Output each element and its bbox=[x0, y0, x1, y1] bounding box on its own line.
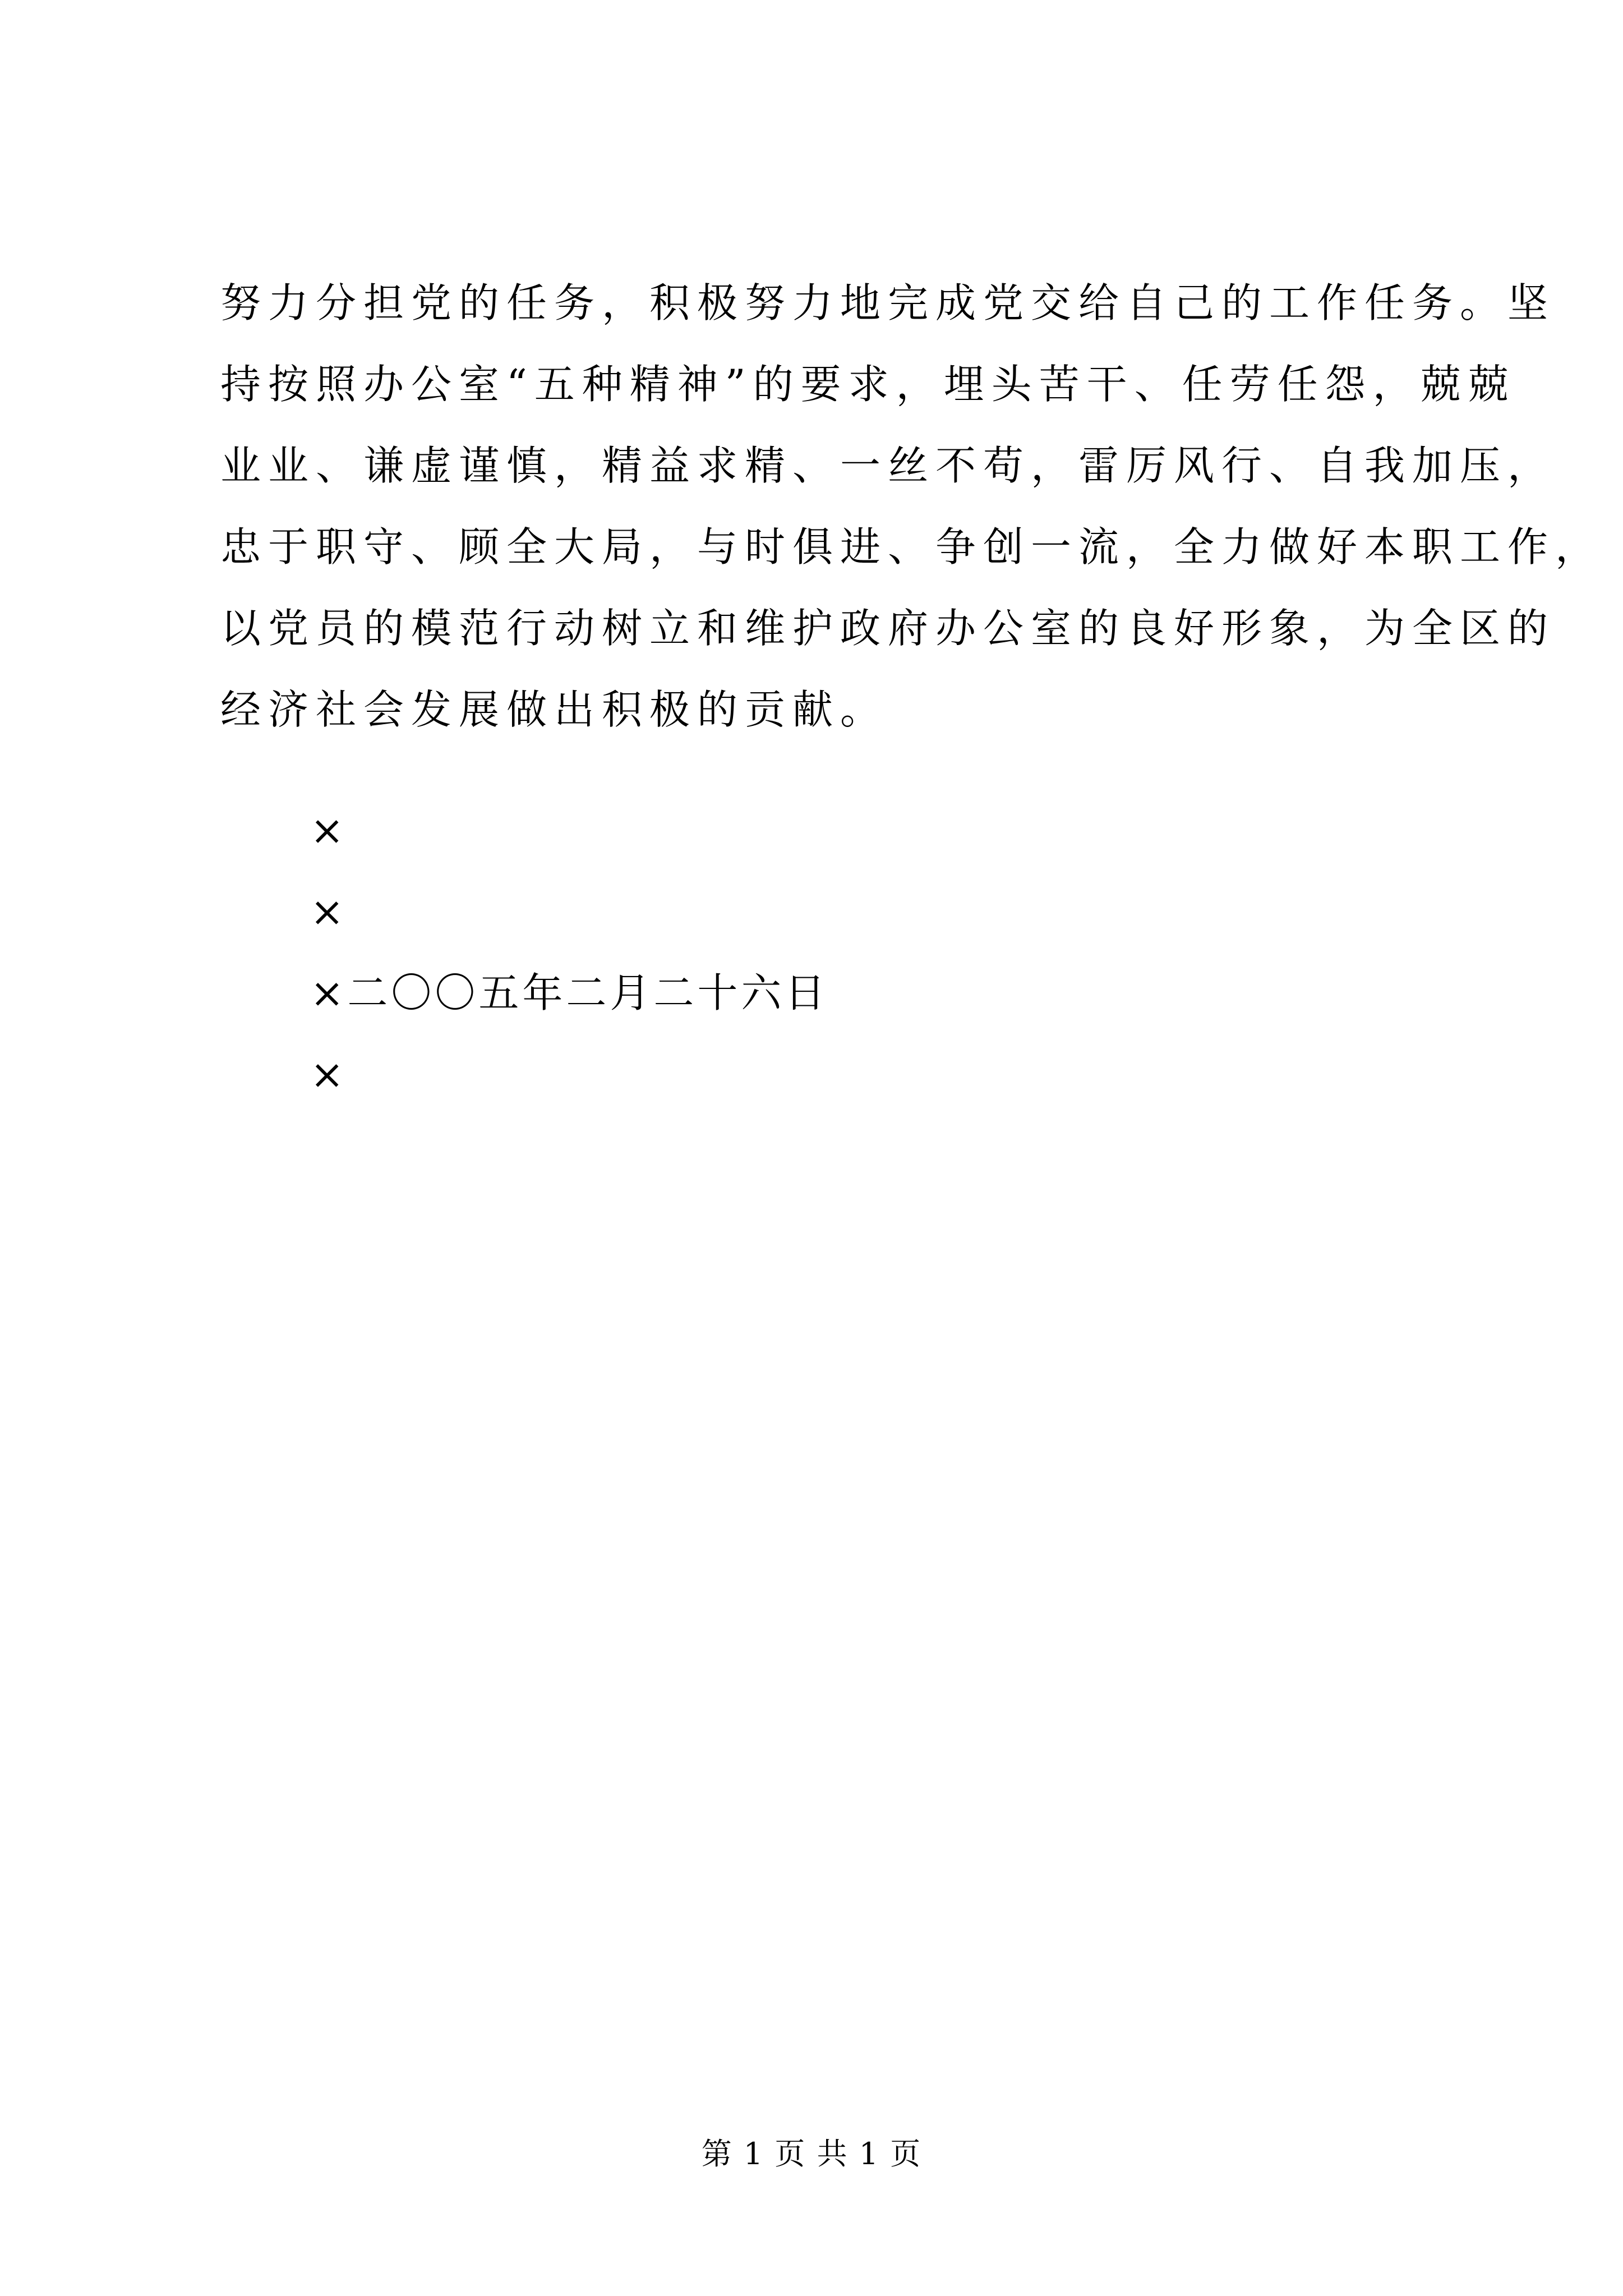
paragraph-line: 经济社会发展做出积极的贡献。 bbox=[220, 686, 888, 733]
paragraph-line: 以党员的模范行动树立和维护政府办公室的良好形象，为全区的 bbox=[220, 605, 1556, 652]
placeholder-mark: × bbox=[310, 888, 348, 935]
paragraph-line: 忠于职守、顾全大局，与时俱进、争创一流，全力做好本职工作， bbox=[220, 523, 1603, 570]
paragraph-line: 持按照办公室“五种精神”的要求，埋头苦干、任劳任怨，兢兢 bbox=[220, 361, 1516, 408]
date-line: ×二〇〇五年二月二十六日 bbox=[310, 969, 829, 1016]
paragraph-line: 努力分担党的任务，积极努力地完成党交给自己的工作任务。坚 bbox=[220, 279, 1556, 326]
placeholder-mark: × bbox=[310, 807, 348, 854]
page-footer: 第 1 页 共 1 页 bbox=[701, 2136, 922, 2171]
paragraph-line: 业业、谦虚谨慎，精益求精、一丝不苟，雷厉风行、自我加压， bbox=[220, 442, 1556, 489]
placeholder-mark: × bbox=[310, 1051, 348, 1098]
body-paragraph bbox=[220, 263, 1603, 751]
closing-block bbox=[310, 790, 828, 1115]
